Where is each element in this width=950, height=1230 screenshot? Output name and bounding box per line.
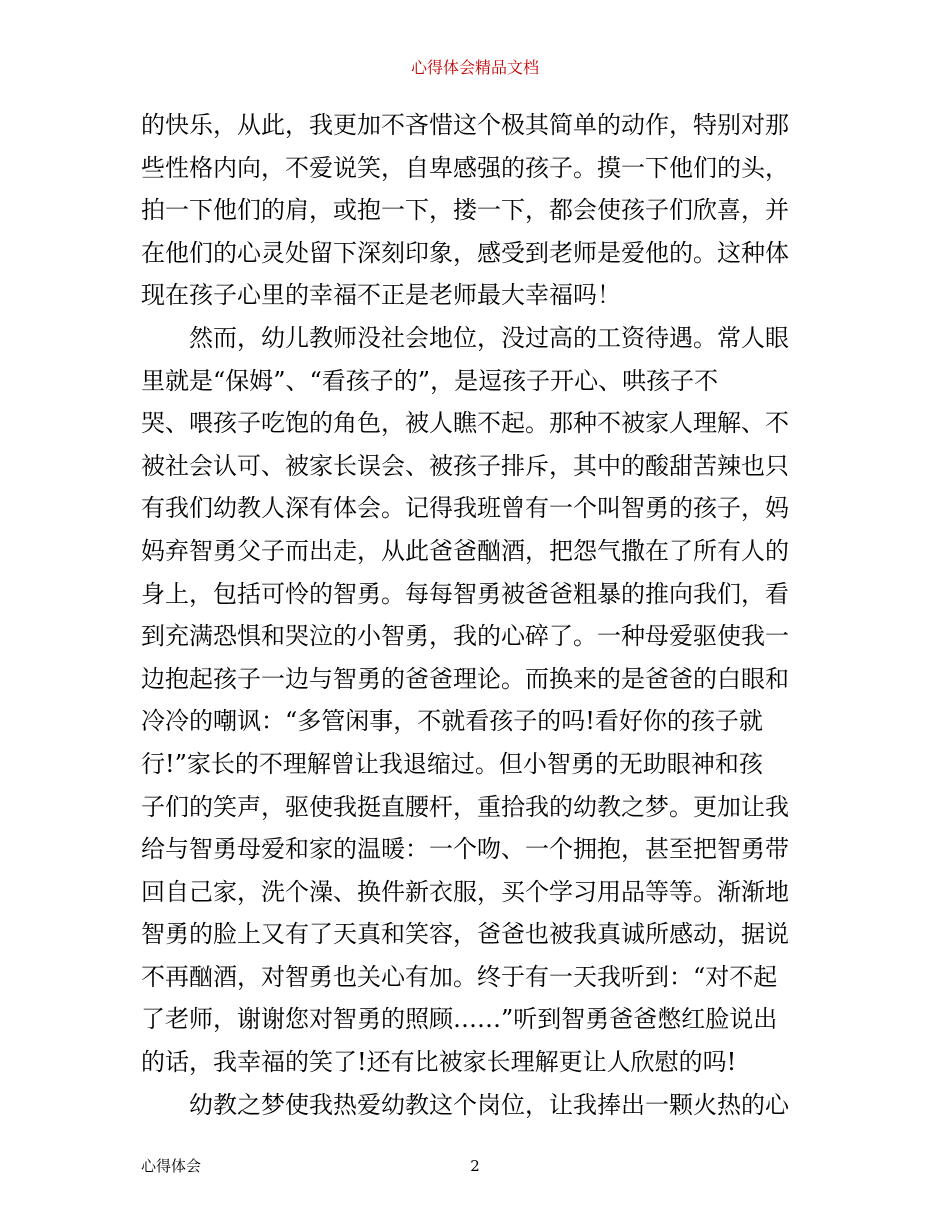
document-body [141,104,811,1126]
page-number: 2 [470,1157,480,1175]
text-line: 妈弃智勇父子而出走，从此爸爸酗酒，把怨气撒在了所有人的 [141,536,789,565]
text-line: 在他们的心灵处留下深刻印象，感受到老师是爱他的。这种体 [141,238,789,267]
text-line: 回自己家，洗个澡、换件新衣服，买个学习用品等等。渐渐地 [141,877,789,906]
text-line: 拍一下他们的肩，或抱一下，搂一下，都会使孩子们欣喜，并 [141,196,789,225]
page-header: 心得体会精品文档 [410,58,539,77]
text-line: 了老师，谢谢您对智勇的照顾……”听到智勇爸爸憋红脸说出 [141,1005,778,1034]
text-line: 些性格内向，不爱说笑，自卑感强的孩子。摸一下他们的头， [141,153,789,182]
text-line: 哭、喂孩子吃饱的角色，被人瞧不起。那种不被家人理解、不 [141,409,789,438]
text-line: 现在孩子心里的幸福不正是老师最大幸福吗！ [141,281,621,310]
paragraph-1 [141,104,811,317]
text-line: 的话，我幸福的笑了!还有比被家长理解更让人欣慰的吗! [141,1048,737,1077]
footer-label: 心得体会 [141,1157,202,1175]
text-line: 然而，幼儿教师没社会地位，没过高的工资待遇。常人眼 [189,323,789,352]
text-line: 身上，包括可怜的智勇。每每智勇被爸爸粗暴的推向我们，看 [141,579,789,608]
text-line: 给与智勇母爱和家的温暖：一个吻、一个拥抱，甚至把智勇带 [141,835,789,864]
paragraph-2 [141,317,811,1084]
text-line: 不再酗酒，对智勇也关心有加。终于有一天我听到：“对不起 [141,962,778,991]
text-line: 子们的笑声，驱使我挺直腰杆，重拾我的幼教之梦。更加让我 [141,792,789,821]
text-line: 被社会认可、被家长误会、被孩子排斥，其中的酸甜苦辣也只 [141,451,789,480]
text-line: 行!”家长的不理解曾让我退缩过。但小智勇的无助眼神和孩 [141,749,763,778]
text-line: 智勇的脸上又有了天真和笑容，爸爸也被我真诚所感动，据说 [141,920,789,949]
text-line: 有我们幼教人深有体会。记得我班曾有一个叫智勇的孩子，妈 [141,494,789,523]
text-line: 冷冷的嘲讽：“多管闲事，不就看孩子的吗!看好你的孩子就 [141,707,763,736]
text-line: 到充满恐惧和哭泣的小智勇，我的心碎了。一种母爱驱使我一 [141,622,789,651]
text-line: 幼教之梦使我热爱幼教这个岗位，让我捧出一颗火热的心 [189,1090,789,1119]
paragraph-3 [141,1084,811,1127]
text-line: 里就是“保姆”、“看孩子的”，是逗孩子开心、哄孩子不 [141,366,719,395]
text-line: 边抱起孩子一边与智勇的爸爸理论。而换来的是爸爸的白眼和 [141,664,789,693]
text-line: 的快乐，从此，我更加不吝惜这个极其简单的动作，特别对那 [141,111,789,139]
